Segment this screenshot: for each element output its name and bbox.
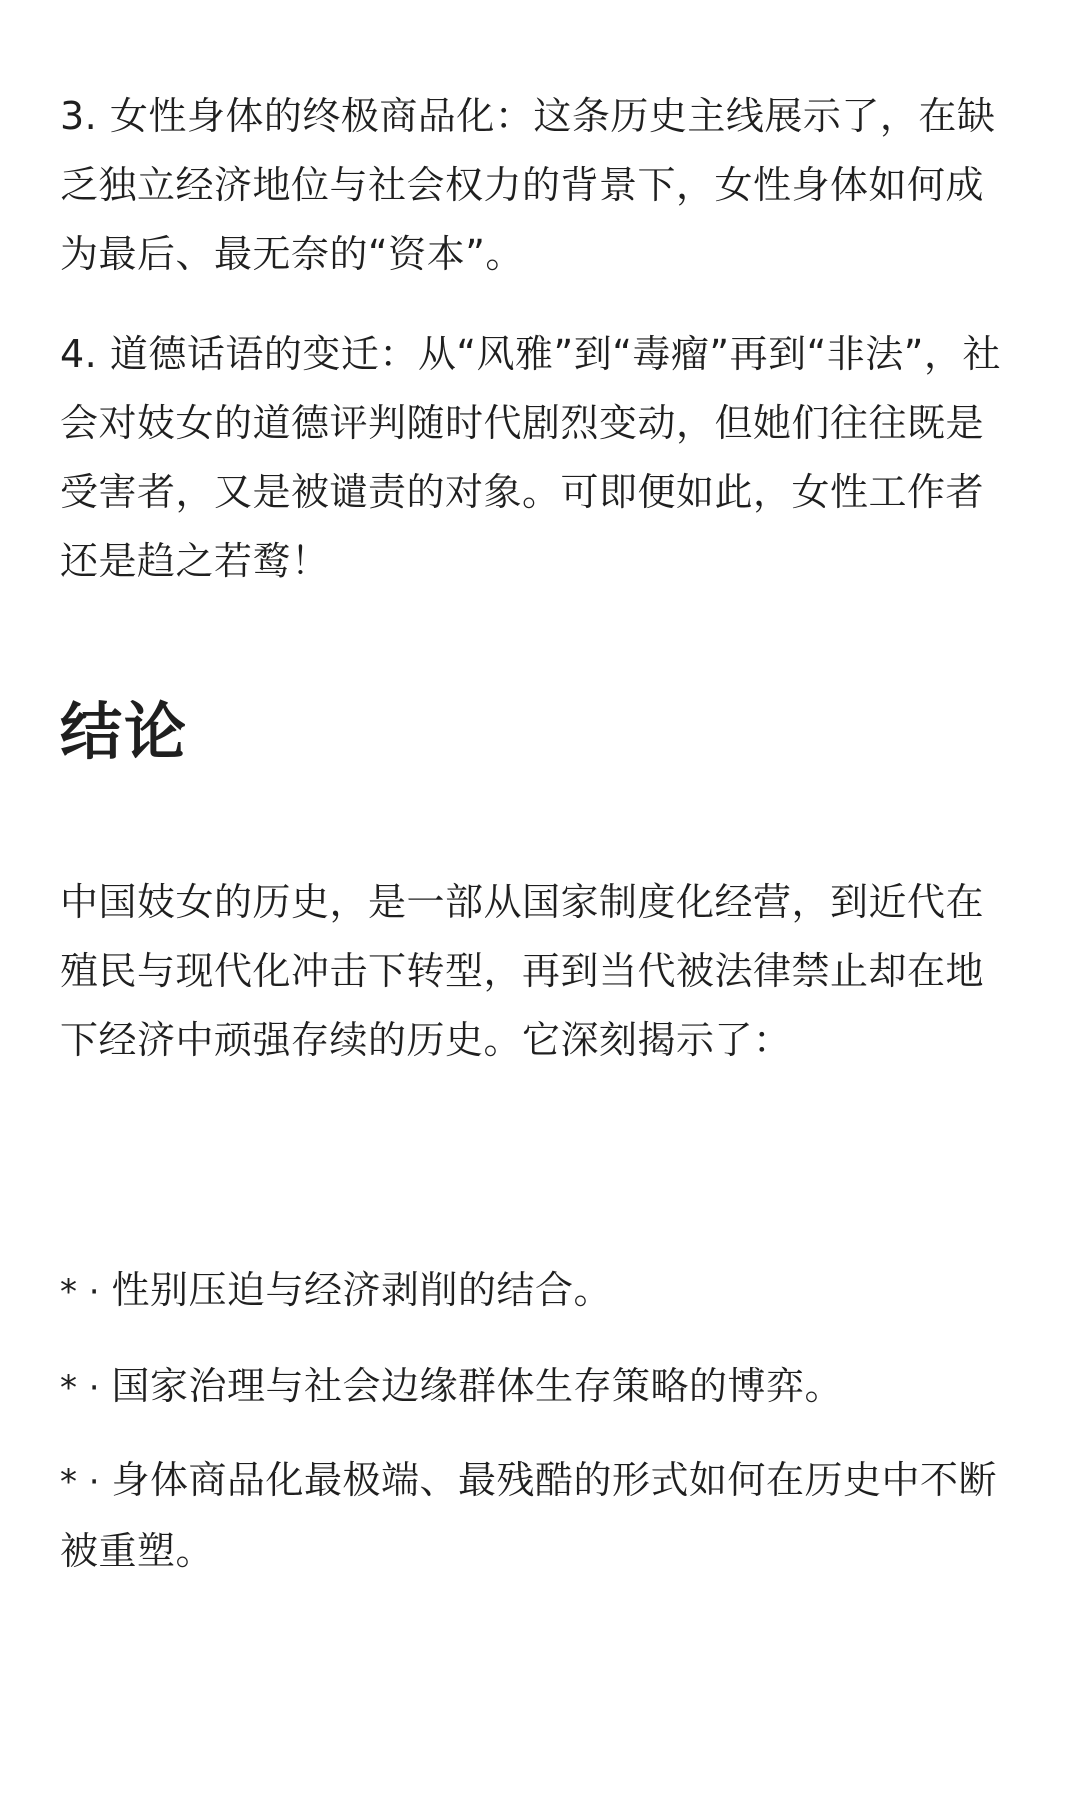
point-3-paragraph: 3. 女性身体的终极商品化：这条历史主线展示了，在缺乏独立经济地位与社会权力的背景下，女性身体如何成为最后、最无奈的“资本”。 [60, 94, 996, 276]
conclusion-paragraph: 中国妓女的历史，是一部从国家制度化经营，到近代在殖民与现代化冲击下转型，再到当代被法律禁止却在地下经济中顽强存续的历史。它深刻揭示了： [60, 880, 985, 1062]
bullet-marker: * · [60, 1462, 112, 1502]
list-item-text: 性别压迫与经济剥削的结合。 [111, 1268, 612, 1312]
list-item [60, 1352, 1020, 1423]
bullet-marker: * · [60, 1272, 112, 1312]
point-4-paragraph: 4. 道德话语的变迁：从“风雅”到“毒瘤”再到“非法”，社会对妓女的道德评判随时代剧烈变动，但她们往往既是受害者，又是被谴责的对象。可即便如此，女性工作者还是趋之若鹜！ [60, 332, 1001, 583]
bullet-marker: * · [60, 1368, 112, 1408]
list-item-text: 国家治理与社会边缘群体生存策略的博弈。 [111, 1364, 843, 1408]
list-item [60, 1256, 1020, 1327]
list-item [60, 1446, 1020, 1586]
conclusion-heading: 结论 [60, 695, 189, 768]
list-item-text: 身体商品化最极端、最残酷的形式如何在历史中不断被重塑。 [60, 1458, 997, 1573]
